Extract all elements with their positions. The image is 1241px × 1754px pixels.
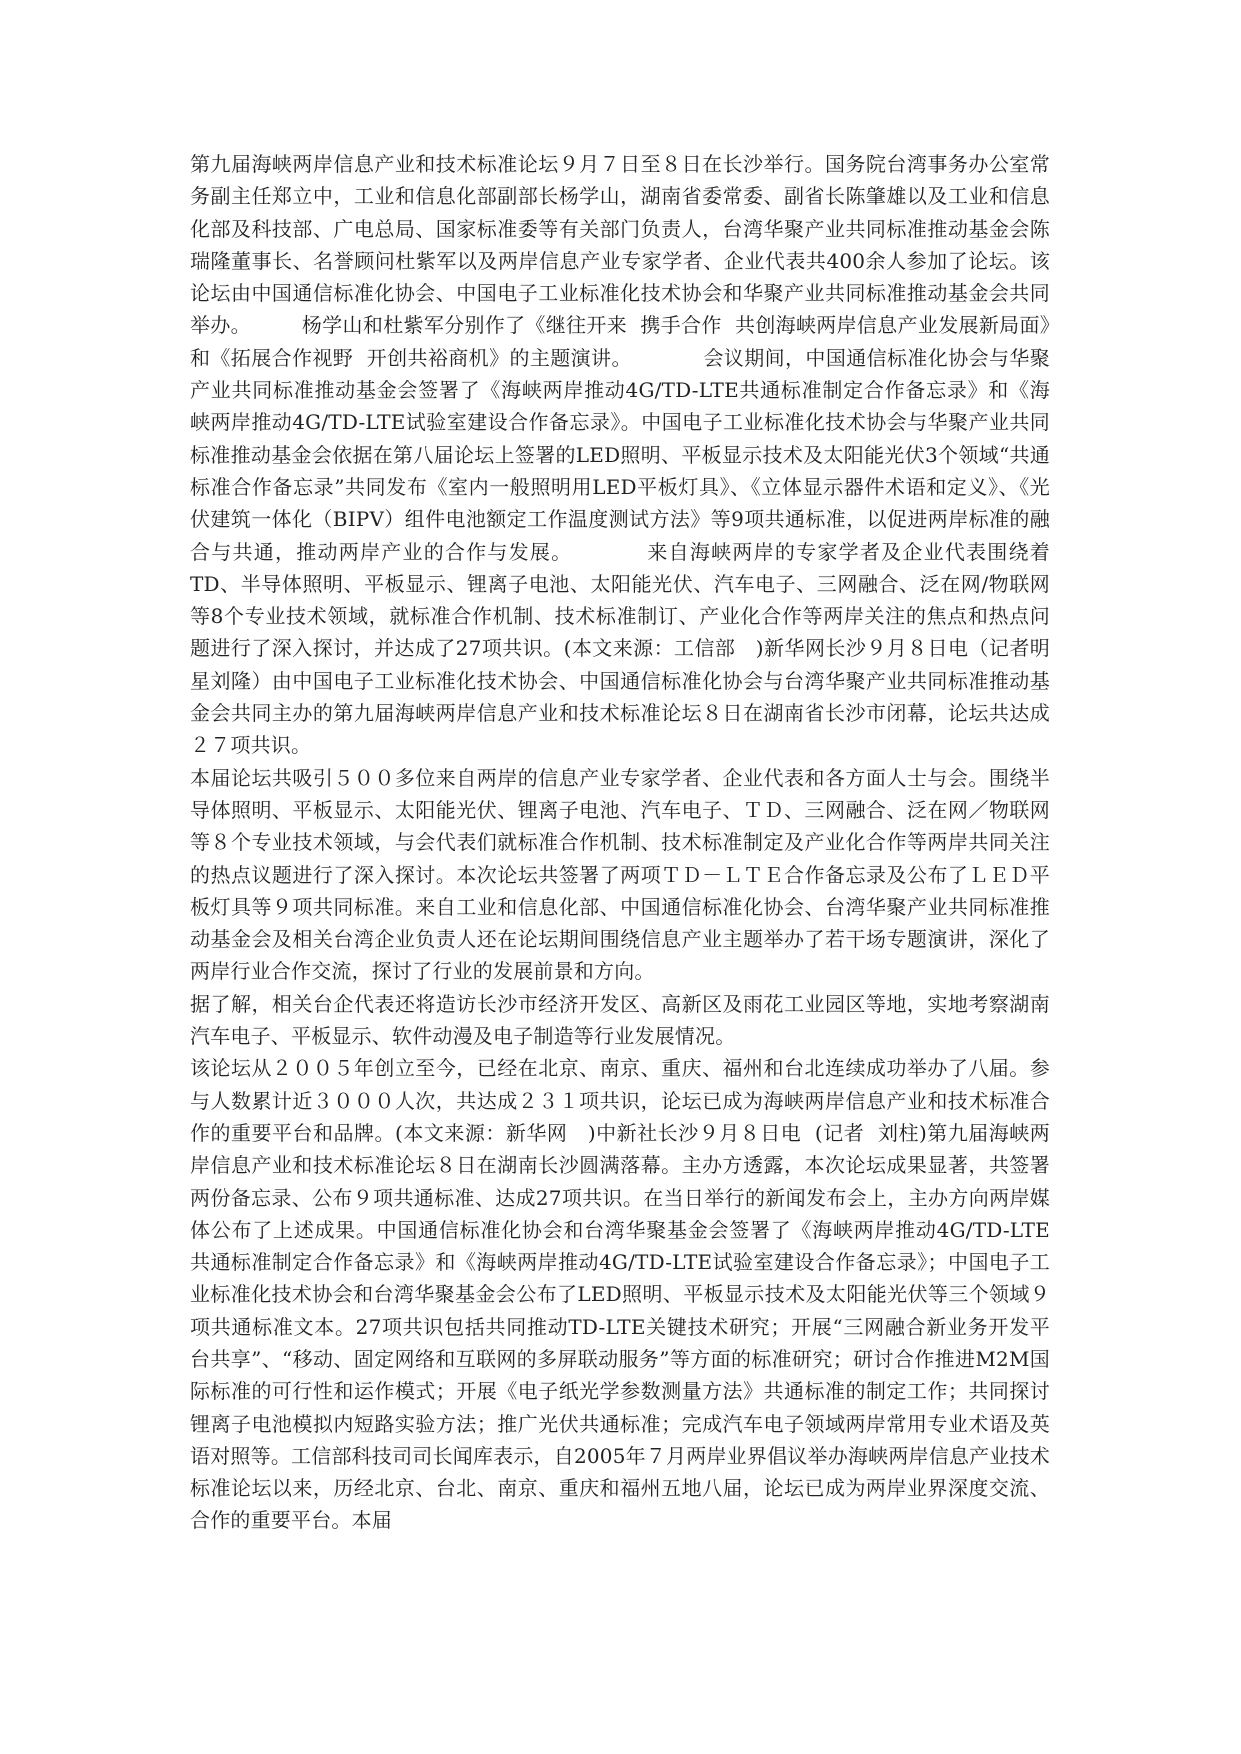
paragraph-2: 本届论坛共吸引５００多位来自两岸的信息产业专家学者、企业代表和各方面人士与会。围绕半导体照明、平板显示、太阳能光伏、锂离子电池、汽车电子、ＴＤ、三网融合、泛在网／物联网等８个专业技术领域，与会代表们就标准合作机制、技术标准制定及产业化合作等两岸共同关注的热点议题进行了深入探讨。本次论坛共签署了两项ＴＤ－ＬＴＥ合作备忘录及公布了ＬＥＤ平板灯具等９项共同标准。来自工业和信息化部、中国通信标准化协会、台湾华聚产业共同标准推动基金会及相关台湾企业负责人还在论坛期间围绕信息产业主题举办了若干场专题演讲，深化了两岸行业合作交流，探讨了行业的发展前景和方向。 bbox=[190, 765, 1050, 984]
paragraph-3: 据了解，相关台企代表还将造访长沙市经济开发区、高新区及雨花工业园区等地，实地考察湖南汽车电子、平板显示、软件动漫及电子制造等行业发展情况。 bbox=[190, 991, 1050, 1049]
paragraph-1: 第九届海峡两岸信息产业和技术标准论坛９月７日至８日在长沙举行。国务院台湾事务办公室常务副主任郑立中，工业和信息化部副部长杨学山，湖南省委常委、副省长陈肇雄以及工业和信息化部及科技部、广电总局、国家标准委等有关部门负责人，台湾华聚产业共同标准推动基金会陈瑞隆董事长、名誉顾问杜紫军以及两岸信息产业专家学者、企业代表共400余人参加了论坛。该论坛由中国通信标准化协会、中国电子工业标准化技术协会和华聚产业共同标准推动基金会共同举办。 杨学山和杜紫军分别作了《继往开来 携手合作 共创海峡两岸信息产业发展新局面》和《拓展合作视野 开创共裕商机》的主题演讲。 会议期间，中国通信标准化协会与华聚产业共同标准推动基金会签署了《海峡两岸推动4G/TD-LTE共通标准制定合作备忘录》和《海峡两岸推动4G/TD-LTE试验室建设合作备忘录》。中国电子工业标准化技术协会与华聚产业共同标准推动基金会依据在第八届论坛上签署的LED照明、平板显示技术及太阳能光伏3个领域“共通标准合作备忘录”共同发布《室内一般照明用LED平板灯具》、《立体显示器件术语和定义》、《光伏建筑一体化（BIPV）组件电池额定工作温度测试方法》等9项共通标准，以促进两岸标准的融合与共通，推动两岸产业的合作与发展。 来自海峡两岸的专家学者及企业代表围绕着TD、半导体照明、平板显示、锂离子电池、太阳能光伏、汽车电子、三网融合、泛在网/物联网等8个专业技术领域，就标准合作机制、技术标准制订、产业化合作等两岸关注的焦点和热点问题进行了深入探讨，并达成了27项共识。(本文来源：工信部 )新华网长沙９月８日电（记者明星刘隆）由中国电子工业标准化技术协会、中国通信标准化协会与台湾华聚产业共同标准推动基金会共同主办的第九届海峡两岸信息产业和技术标准论坛８日在湖南省长沙市闭幕，论坛共达成２７项共识。 bbox=[190, 152, 1050, 758]
paragraph-4: 该论坛从２００５年创立至今，已经在北京、南京、重庆、福州和台北连续成功举办了八届。参与人数累计近３０００人次，共达成２３１项共识，论坛已成为海峡两岸信息产业和技术标准合作的重要平台和品牌。(本文来源：新华网 )中新社长沙９月８日电 (记者 刘柱)第九届海峡两岸信息产业和技术标准论坛８日在湖南长沙圆满落幕。主办方透露，本次论坛成果显著，共签署两份备忘录、公布９项共通标准、达成27项共识。在当日举行的新闻发布会上，主办方向两岸媒体公布了上述成果。中国通信标准化协会和台湾华聚基金会签署了《海峡两岸推动4G/TD-LTE共通标准制定合作备忘录》和《海峡两岸推动4G/TD-LTE试验室建设合作备忘录》；中国电子工业标准化技术协会和台湾华聚基金会公布了LED照明、平板显示技术及太阳能光伏等三个领域９项共通标准文本。27项共识包括共同推动TD-LTE关键技术研究；开展“三网融合新业务开发平台共享”、“移动、固定网络和互联网的多屏联动服务”等方面的标准研究；研讨合作推进M2M国际标准的可行性和运作模式；开展《电子纸光学参数测量方法》共通标准的制定工作；共同探讨锂离子电池模拟内短路实验方法；推广光伏共通标准；完成汽车电子领域两岸常用专业术语及英语对照等。工信部科技司司长闻库表示，自2005年７月两岸业界倡议举办海峡两岸信息产业技术标准论坛以来，历经北京、台北、南京、重庆和福州五地八届，论坛已成为两岸业界深度交流、合作的重要平台。本届 bbox=[190, 1056, 1050, 1533]
document-body bbox=[190, 148, 1050, 1537]
